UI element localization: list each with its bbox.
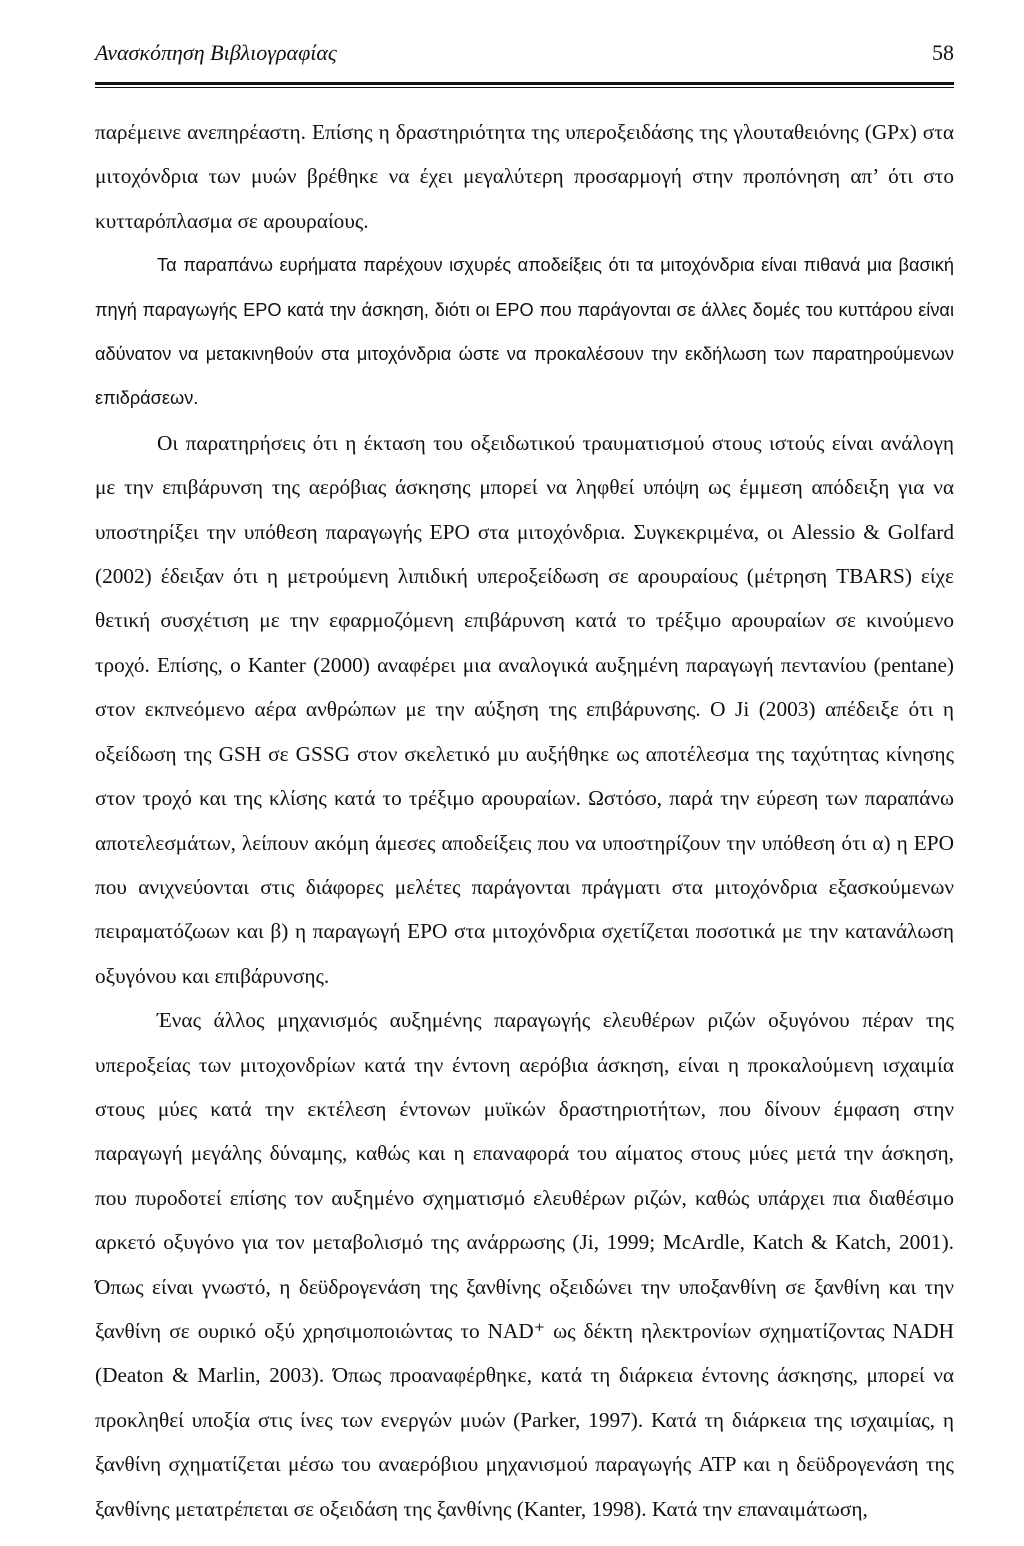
- paragraph-4: Ένας άλλος μηχανισμός αυξημένης παραγωγής ελευθέρων ριζών οξυγόνου πέραν της υπεροξείας των μιτοχονδρίων κατά την έντονη αερόβια άσκηση, είναι η προκαλούμενη ισχαιμία στους μύες κατά την εκτέλεση έντονων μυϊκών δραστηριοτήτων, που δίνουν έμφαση στην παραγωγή μεγάλης δύναμης, καθώς και η επαναφορά του αίματος στους μύες μετά την άσκηση, που πυροδοτεί επίσης τον αυξημένο σχηματισμό ελευθέρων ριζών, καθώς υπάρχει πια διαθέσιμο αρκετό οξυγόνο για τον μεταβολισμό της ανάρρωσης (Ji, 1999; McArdle, Katch & Katch, 2001). Όπως είναι γνωστό, η δεϋδρογενάση της ξανθίνης οξειδώνει την υποξανθίνη σε ξανθίνη και την ξανθίνη σε ουρικό οξύ χρησιμοποιώντας το NAD⁺ ως δέκτη ηλεκτρονίων σχηματίζοντας NADH (Deaton & Marlin, 2003). Όπως προαναφέρθηκε, κατά τη διάρκεια έντονης άσκησης, μπορεί να προκληθεί υποξία στις ίνες των ενεργών μυών (Parker, 1997). Κατά τη διάρκεια της ισχαιμίας, η ξανθίνη σχηματίζεται μέσω του αναερόβιου μηχανισμού παραγωγής ATP και η δεϋδρογενάση της ξανθίνης μετατρέπεται σε οξειδάση της ξανθίνης (Kanter, 1998). Κατά την επαναιμάτωση,: [95, 1008, 954, 1521]
- paragraph-2: Τα παραπάνω ευρήματα παρέχουν ισχυρές αποδείξεις ότι τα μιτοχόνδρια είναι πιθανά μια βασική πηγή παραγωγής ΕΡΟ κατά την άσκηση, διότι οι ΕΡΟ που παράγονται σε άλλες δομές του κυττάρου είναι αδύνατον να μετακινηθούν στα μιτοχόνδρια ώστε να προκαλέσουν την εκδήλωση των παρατηρούμενων επιδράσεων.: [95, 255, 954, 409]
- paragraph-1: παρέμεινε ανεπηρέαστη. Επίσης η δραστηριότητα της υπεροξειδάσης της γλουταθειόνης (GPx) στα μιτοχόνδρια των μυών βρέθηκε να έχει μεγαλύτερη προσαρμογή στην προπόνηση απ’ ότι στο κυτταρόπλασμα σε αρουραίους.: [95, 120, 954, 233]
- paragraph-3: Οι παρατηρήσεις ότι η έκταση του οξειδωτικού τραυματισμού στους ιστούς είναι ανάλογη με την επιβάρυνση της αερόβιας άσκησης μπορεί να ληφθεί υπόψη ως έμμεση απόδειξη για να υποστηρίξει την υπόθεση παραγωγής ΕΡΟ στα μιτοχόνδρια. Συγκεκριμένα, οι Alessio & Golfard (2002) έδειξαν ότι η μετρούμενη λιπιδική υπεροξείδωση σε αρουραίους (μέτρηση TBARS) είχε θετική συσχέτιση με την εφαρμοζόμενη επιβάρυνση κατά το τρέξιμο αρουραίων σε κινούμενο τροχό. Επίσης, ο Kanter (2000) αναφέρει μια αναλογικά αυξημένη παραγωγή πεντανίου (pentane) στον εκπνεόμενο αέρα ανθρώπων με την αύξηση της επιβάρυνσης. Ο Ji (2003) απέδειξε ότι η οξείδωση της GSH σε GSSG στον σκελετικό μυ αυξήθηκε ως αποτέλεσμα της ταχύτητας κίνησης στον τροχό και της κλίσης κατά το τρέξιμο αρουραίων. Ωστόσο, παρά την εύρεση των παραπάνω αποτελεσμάτων, λείπουν ακόμη άμεσες αποδείξεις που να υποστηρίζουν την υπόθεση ότι α) η ΕΡΟ που ανιχνεύονται στις διάφορες μελέτες παράγονται πράγματι στα μιτοχόνδρια εξασκούμενων πειραματόζωων και β) η παραγωγή ΕΡΟ στα μιτοχόνδρια σχετίζεται ποσοτικά με την κατανάλωση οξυγόνου και επιβάρυνσης.: [95, 430, 954, 988]
- page-number: 58: [932, 40, 954, 65]
- body-text: [95, 110, 954, 1531]
- header-rule: [95, 82, 954, 88]
- page-header: [95, 40, 954, 70]
- running-title: Ανασκόπηση Βιβλιογραφίας: [95, 40, 337, 65]
